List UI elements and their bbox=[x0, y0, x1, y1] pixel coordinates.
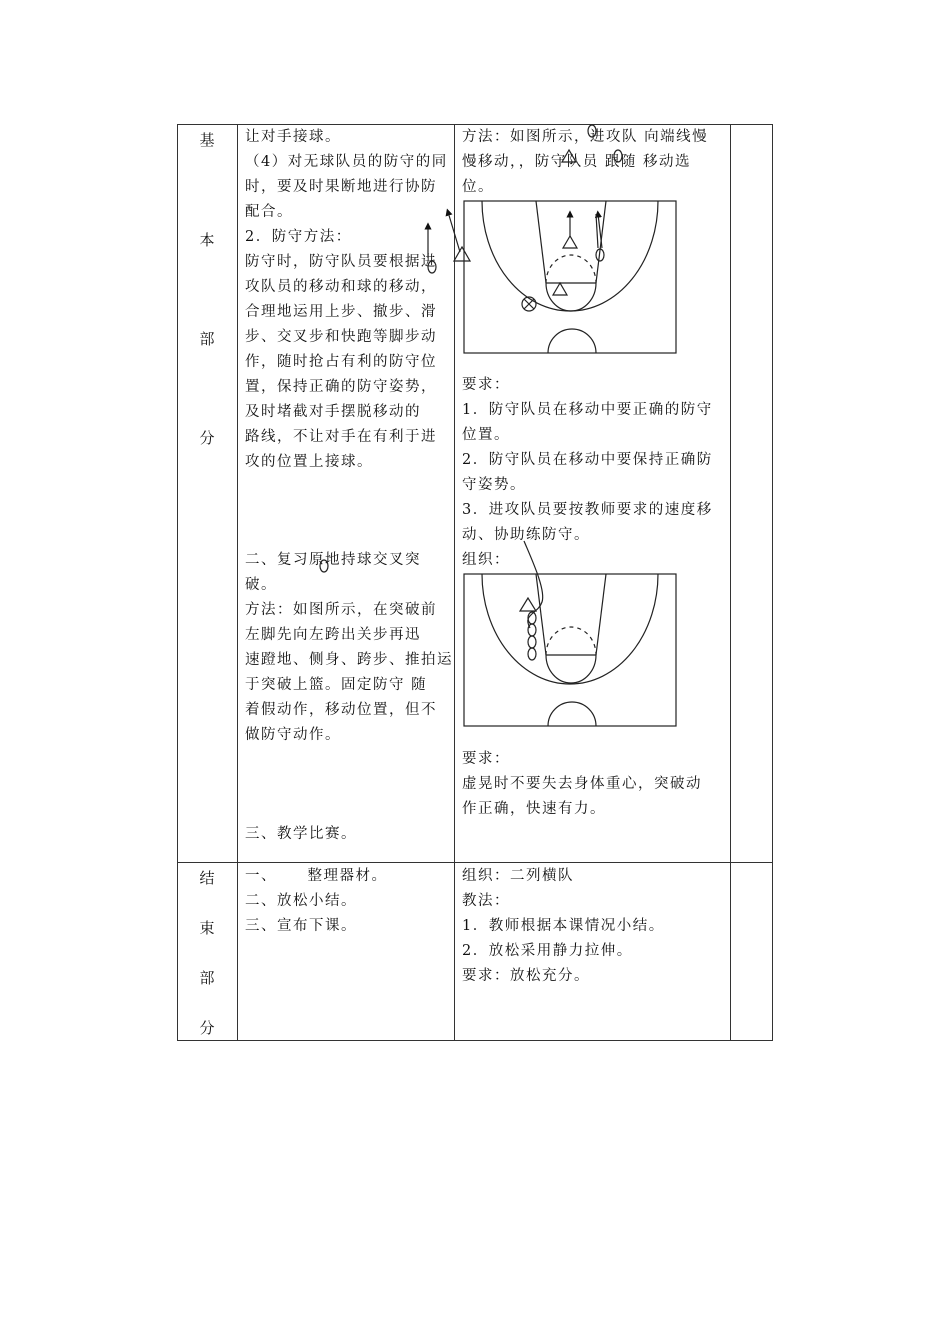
lane-line bbox=[596, 574, 606, 655]
closing-tasks-text: 一、 整理器材。 二、放松小结。 三、宣布下课。 bbox=[245, 868, 388, 934]
section-label-char: 部 bbox=[199, 330, 215, 348]
free-throw-arc bbox=[546, 655, 596, 683]
offense-triangle-icon bbox=[553, 283, 567, 295]
section-label-char: 本 bbox=[199, 231, 215, 249]
center-circle bbox=[548, 702, 596, 726]
player-circle-icon bbox=[528, 636, 536, 648]
dribble-path bbox=[524, 541, 543, 628]
offense-triangle-icon bbox=[562, 150, 576, 162]
three-point-arc bbox=[482, 574, 658, 684]
defender-circle-icon bbox=[320, 560, 328, 572]
section-label-char: 结 bbox=[199, 869, 215, 887]
court-diagram-crossover bbox=[464, 541, 676, 726]
court-border bbox=[464, 574, 676, 726]
closing-organization-text: 组织：二列横队 教法： 1．教师根据本课情况小结。 2．放松采用静力拉伸。 要求：放松充分。 bbox=[462, 868, 665, 984]
game-text: 三、教学比赛。 bbox=[245, 826, 357, 842]
move-arrow bbox=[598, 214, 602, 248]
offense-triangle-icon bbox=[454, 247, 470, 261]
free-throw-arc bbox=[546, 283, 596, 311]
section-label-char: 基 bbox=[199, 131, 215, 149]
section-label-char: 束 bbox=[199, 919, 215, 937]
free-throw-arc bbox=[546, 255, 596, 283]
method-text: 方法：如图所示，进攻队 向端线慢 慢移动，，防守队员 跟随 移动选 位。 bbox=[462, 129, 709, 195]
defender-circle-icon bbox=[588, 125, 596, 137]
free-throw-arc bbox=[546, 627, 596, 655]
section-label-char: 分 bbox=[199, 1019, 215, 1037]
lane-line bbox=[536, 201, 546, 283]
court-diagram-defense bbox=[464, 201, 676, 353]
defender-circle-icon bbox=[614, 150, 622, 162]
requirements-2-text: 要求： 虚晃时不要失去身体重心，突破动 作正确，快速有力。 bbox=[462, 751, 702, 817]
defender-circle-icon bbox=[428, 261, 436, 273]
move-arrow-guide bbox=[596, 214, 598, 248]
center-circle bbox=[548, 329, 596, 353]
move-arrow bbox=[448, 212, 460, 252]
crossover-drill-text: 二、复习原地持球交叉突 破。 方法：如图所示，在突破前 左脚先向左跨出关步再迅 速蹬地、侧身、跨步、推拍运 于突破上篮。固定防守 随 着假动作，移动位置，但不 做防守动作。 bbox=[245, 552, 453, 743]
player-circle-icon bbox=[528, 648, 536, 660]
defender-triangle-icon bbox=[520, 598, 536, 611]
section-label-char: 部 bbox=[199, 969, 215, 987]
defense-method-text: 让对手接球。 （4）对无球队员的防守的同 时，要及时果断地进行协防 配合。 2．防守方法： 防守时，防守队员要根据进 攻队员的移动和球的移动， 合理地运用上步、撤步、滑 步、交叉步和快跑等脚步动 作，随时抢占有利的防守位 置，保持正确的防守姿势， 及时堵截对手摆脱移动的 路线，不让对手在有利于进 攻的位置上接球。 bbox=[245, 129, 448, 470]
requirements-1-text: 要求： 1．防守队员在移动中要正确的防守 位置。 2．防守队员在移动中要保持正确防 守姿势。 3．进攻队员要按教师要求的速度移 动、协助练防守。 组织： bbox=[462, 377, 713, 568]
section-label-char: 分 bbox=[199, 429, 215, 447]
offense-triangle-icon bbox=[563, 236, 577, 248]
